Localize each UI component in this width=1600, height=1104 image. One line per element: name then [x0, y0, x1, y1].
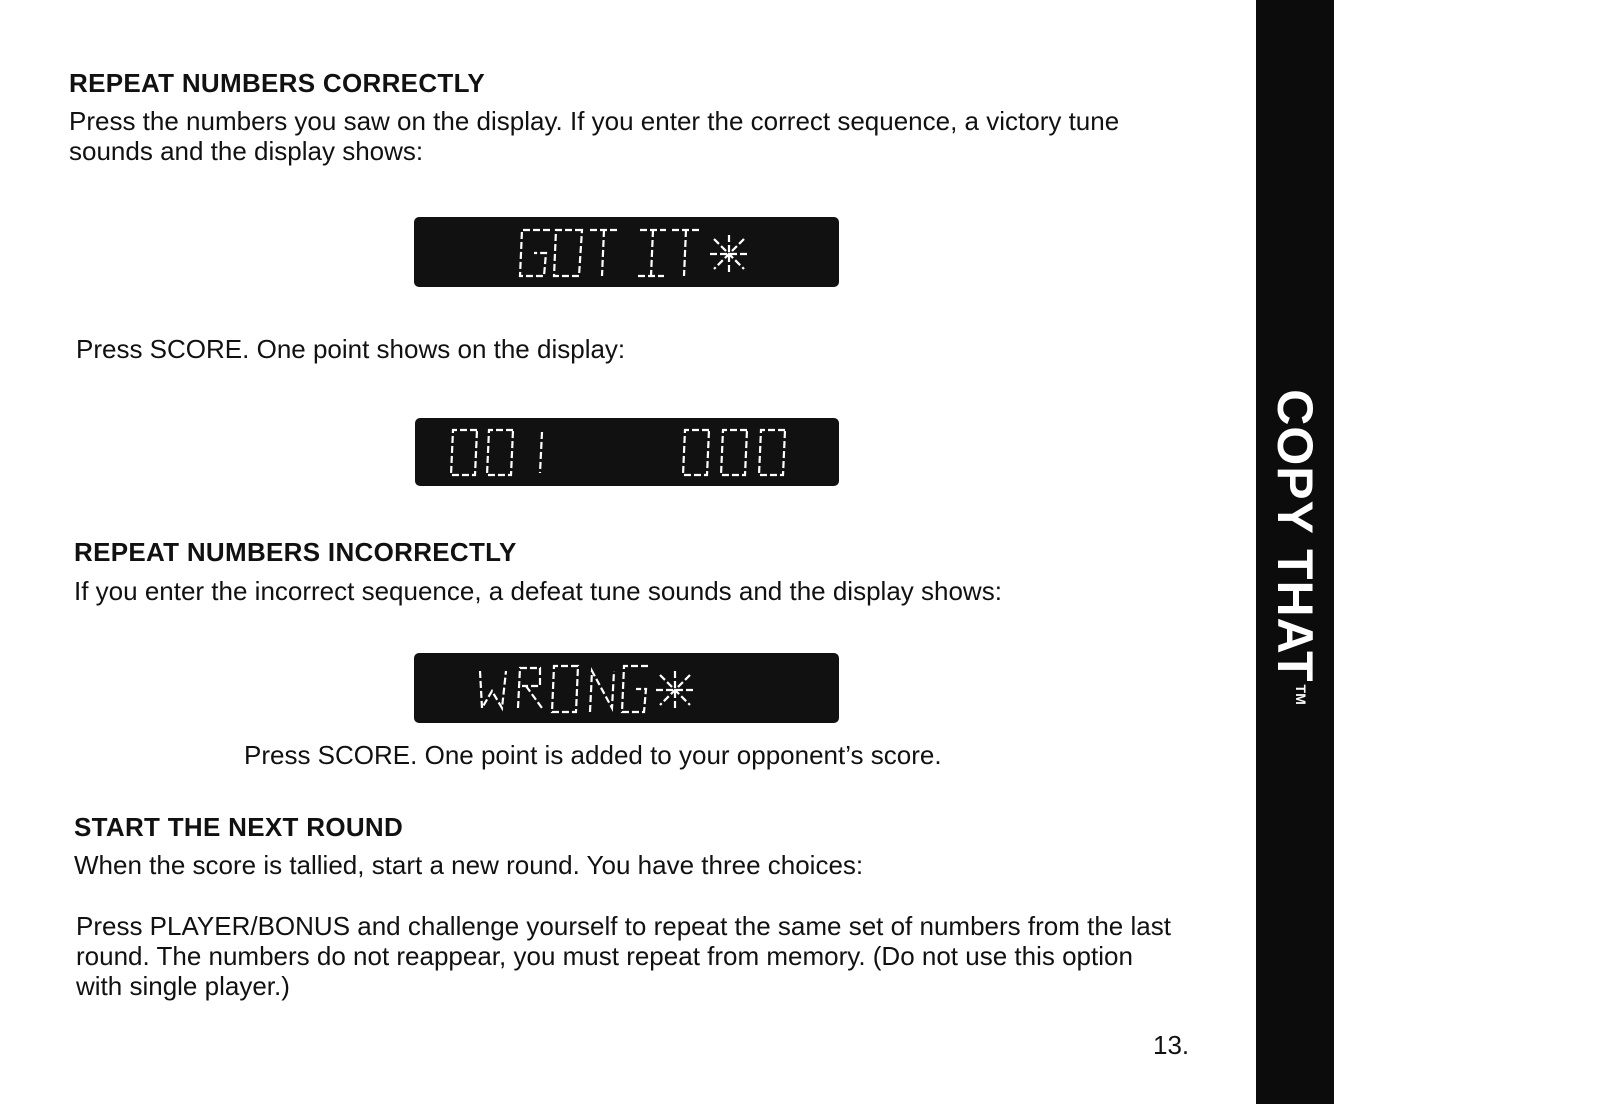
paragraph-press-score-opponent: Press SCORE. One point is added to your opponent’s score. — [244, 740, 942, 770]
glyph-0a — [451, 430, 477, 475]
lcd-display-score — [415, 418, 839, 486]
glyph-T1 — [590, 230, 618, 276]
heading-repeat-incorrectly: REPEAT NUMBERS INCORRECTLY — [74, 537, 517, 567]
side-tab-trademark: TM — [1292, 684, 1309, 705]
paragraph-press-score-one-point: Press SCORE. One point shows on the display: — [76, 334, 626, 364]
heading-repeat-correctly: REPEAT NUMBERS CORRECTLY — [69, 68, 486, 98]
paragraph-start-next-round: When the score is tallied, start a new round. You have three choices: — [74, 850, 864, 880]
glyph-N — [590, 671, 614, 712]
glyph-0e — [759, 430, 785, 475]
glyph-W — [480, 671, 506, 708]
paragraph-repeat-correctly: Press the numbers you saw on the display. If you enter the correct sequence, a victory tune sounds and the display shows: — [69, 106, 1120, 166]
lcd-wrong-glyphs — [414, 653, 839, 723]
side-tab-title — [1266, 389, 1324, 705]
glyph-0d — [721, 430, 747, 475]
heading-start-next-round: START THE NEXT ROUND — [74, 812, 404, 842]
paragraph-player-bonus-option: Press PLAYER/BONUS and challenge yourself to repeat the same set of numbers from the last round. The numbers do not reappear, you must repeat from memory. (Do not use this option with single player.) — [76, 911, 1171, 1001]
glyph-G — [520, 230, 550, 276]
glyph-1 — [540, 432, 542, 473]
glyph-star2 — [656, 671, 694, 709]
glyph-O — [552, 666, 578, 712]
side-tab-title-text: COPY THAT — [1267, 389, 1323, 683]
lcd-display-got-it — [414, 217, 839, 287]
glyph-O1 — [554, 230, 582, 276]
paragraph-repeat-incorrectly: If you enter the incorrect sequence, a defeat tune sounds and the display shows: — [74, 576, 1002, 606]
glyph-0c — [683, 430, 709, 475]
lcd-got-it-glyphs — [414, 217, 839, 287]
glyph-G — [622, 666, 648, 712]
side-tab — [1256, 0, 1334, 1104]
glyph-T2 — [672, 230, 700, 276]
glyph-I — [638, 230, 666, 276]
glyph-R — [518, 668, 542, 708]
glyph-star1 — [710, 235, 748, 273]
lcd-display-wrong — [414, 653, 839, 723]
glyph-0b — [487, 430, 513, 475]
page-number: 13. — [1153, 1030, 1190, 1060]
lcd-score-glyphs — [415, 418, 839, 486]
